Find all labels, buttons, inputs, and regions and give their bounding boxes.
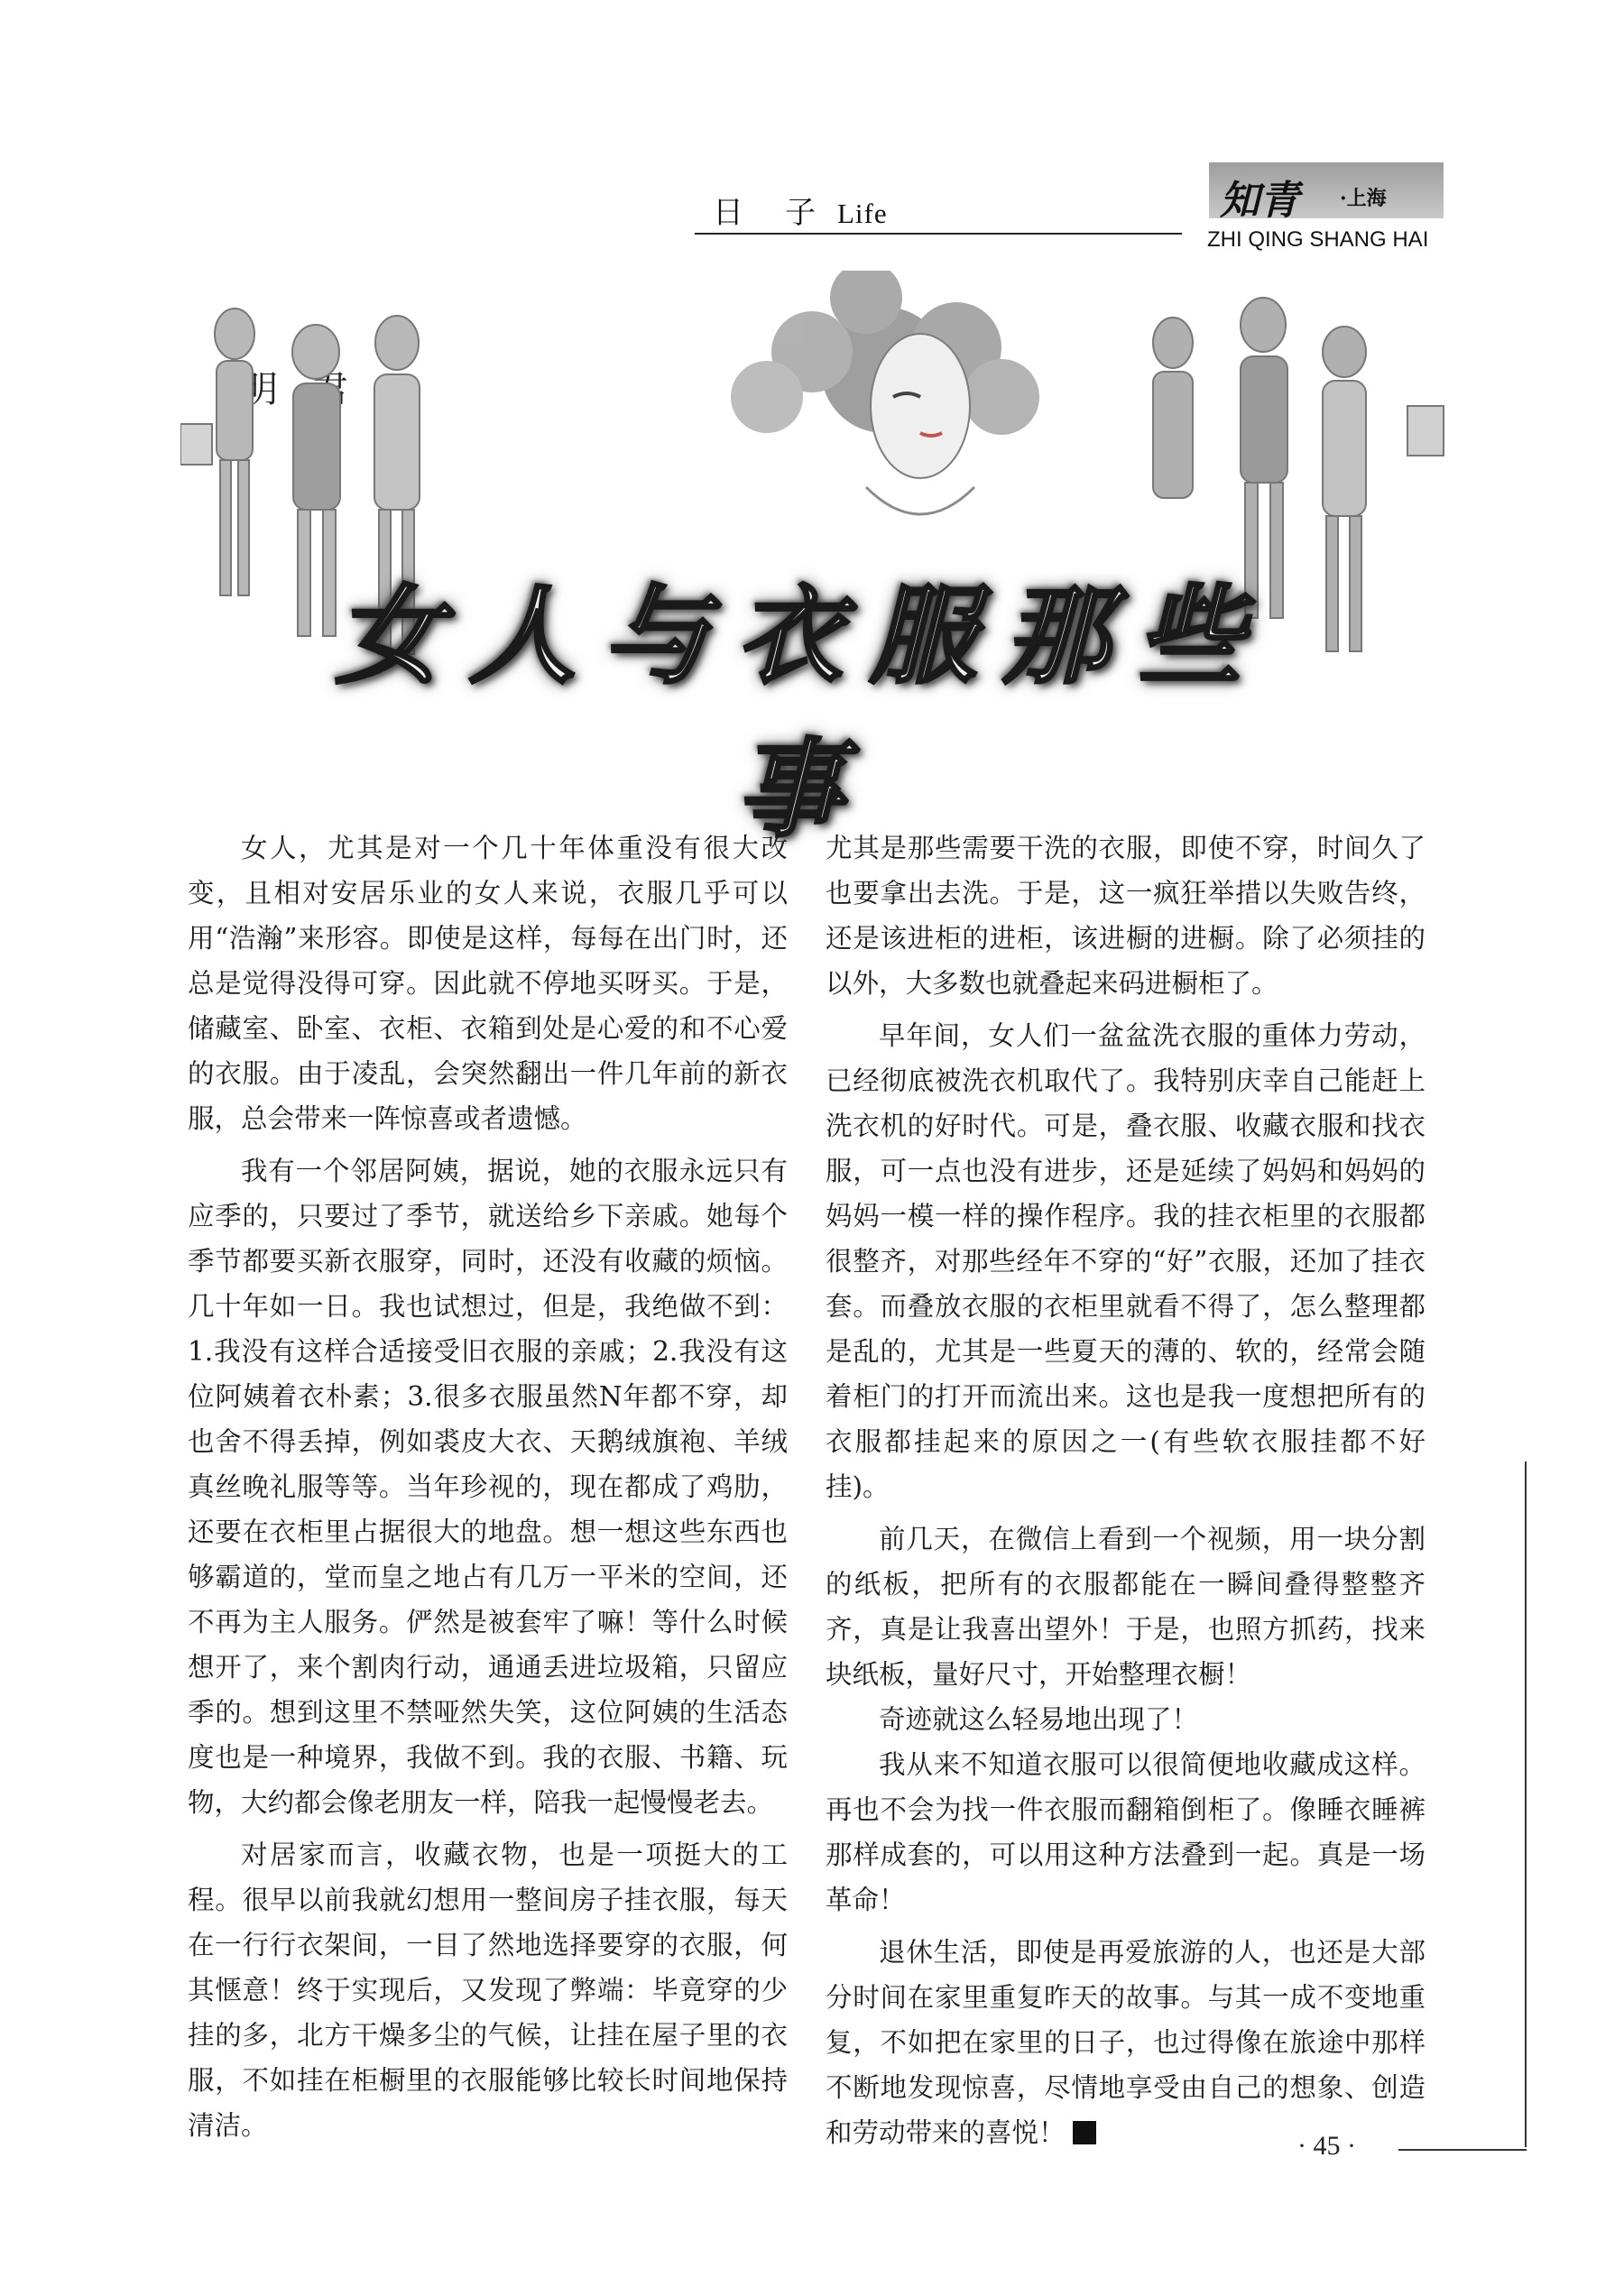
body-paragraph-final <box>826 1930 1426 2155</box>
central-face-figure <box>731 271 1039 514</box>
left-column <box>188 825 788 2148</box>
page-number: · 45 · <box>1297 2131 1356 2161</box>
article-title: 女人与衣服那些事 <box>335 573 1270 852</box>
section-label-cn: 日 子 <box>713 195 821 231</box>
end-of-article-icon <box>1073 2121 1096 2144</box>
body-paragraph: 早年间，女人们一盆盆洗衣服的重体力劳动，已经彻底被洗衣机取代了。我特别庆幸自己能赶上洗衣机的好时代。可是，叠衣服、收藏衣服和找衣服，可一点也没有进步，还是延续了妈妈和妈妈的妈妈一模一样的操作程序。我的挂衣柜里的衣服都很整齐，对那些经年不穿的“好”衣服，还加了挂衣套。而叠放衣服的衣柜里就看不得了，怎么整理都是乱的，尤其是一些夏天的薄的、软的，经常会随着柜门的打开而流出来。这也是我一度想把所有的衣服都挂起来的原因之一(有些软衣服挂都不好挂)。 <box>826 1020 1426 1502</box>
body-paragraph-continued: 尤其是那些需要干洗的衣服，即使不穿，时间久了也要拿出去洗。于是，这一疯狂举措以失败告终，还是该进柜的进柜，该进橱的进橱。除了必须挂的以外，大多数也就叠起来码进橱柜了。 <box>826 833 1426 999</box>
masthead-logo: 知青 <box>1220 178 1299 224</box>
body-paragraph: 奇迹就这么轻易地出现了！ <box>879 1704 1199 1735</box>
right-column <box>826 825 1426 2155</box>
body-paragraph: 对居家而言，收藏衣物，也是一项挺大的工程。很早以前我就幻想用一整间房子挂衣服，每天在一行行衣架间，一目了然地选择要穿的衣服，何其惬意！终于实现后，又发现了弊端：毕竟穿的少挂的多，北方干燥多尘的气候，让挂在屋子里的衣服，不如挂在柜橱里的衣服能够比较长时间地保持清洁。 <box>188 1840 788 2141</box>
body-paragraph: 前几天，在微信上看到一个视频，用一块分割的纸板，把所有的衣服都能在一瞬间叠得整整齐齐，真是让我喜出望外！于是，也照方抓药，找来块纸板，量好尺寸，开始整理衣橱！ <box>826 1524 1426 1690</box>
page-frame-vertical <box>1525 1462 1527 2147</box>
body-paragraph: 我有一个邻居阿姨，据说，她的衣服永远只有应季的，只要过了季节，就送给乡下亲戚。她每个季节都要买新衣服穿，同时，还没有收藏的烦恼。几十年如一日。我也试想过，但是，我绝做不到：1.我没有这样合适接受旧衣服的亲戚；2.我没有这位阿姨着衣朴素；3.很多衣服虽然N年都不穿，却也舍不得丢掉，例如裘皮大衣、天鹅绒旗袍、羊绒真丝晚礼服等等。当年珍视的，现在都成了鸡肋，还要在衣柜里占据很大的地盘。想一想这些东西也够霸道的，堂而皇之地占有几万一平米的空间，还不再为主人服务。俨然是被套牢了嘛！等什么时候想开了，来个割肉行动，通通丢进垃圾箱，只留应季的。想到这里不禁哑然失笑，这位阿姨的生活态度也是一种境界，我做不到。我的衣服、书籍、玩物，大约都会像老朋友一样，陪我一起慢慢老去。 <box>188 1156 788 1818</box>
header-rule <box>695 233 1182 235</box>
masthead-pinyin: ZHI QING SHANG HAI <box>1207 227 1429 252</box>
section-label <box>713 188 888 232</box>
section-label-en: Life <box>837 198 888 229</box>
body-paragraph: 女人，尤其是对一个几十年体重没有很大改变，且相对安居乐业的女人来说，衣服几乎可以用“浩瀚”来形容。即使是这样，每每在出门时，还总是觉得没得可穿。因此就不停地买呀买。于是，储藏室、卧室、衣柜、衣箱到处是心爱的和不心爱的衣服。由于凌乱，会突然翻出一件几年前的新衣服，总会带来一阵惊喜或者遗憾。 <box>188 833 788 1134</box>
masthead-city: ·上海 <box>1340 187 1387 210</box>
final-paragraph-text: 退休生活，即使是再爱旅游的人，也还是大部分时间在家里重复昨天的故事。与其一成不变地重复，不如把在家里的日子，也过得像在旅途中那样不断地发现惊喜，尽情地享受由自己的想象、创造和劳动带来的喜悦！ <box>826 1937 1426 2148</box>
page-frame-horizontal <box>1398 2149 1527 2151</box>
body-paragraph: 我从来不知道衣服可以很简便地收藏成这样。再也不会为找一件衣服而翻箱倒柜了。像睡衣睡裤那样成套的，可以用这种方法叠到一起。真是一场革命！ <box>826 1749 1426 1915</box>
